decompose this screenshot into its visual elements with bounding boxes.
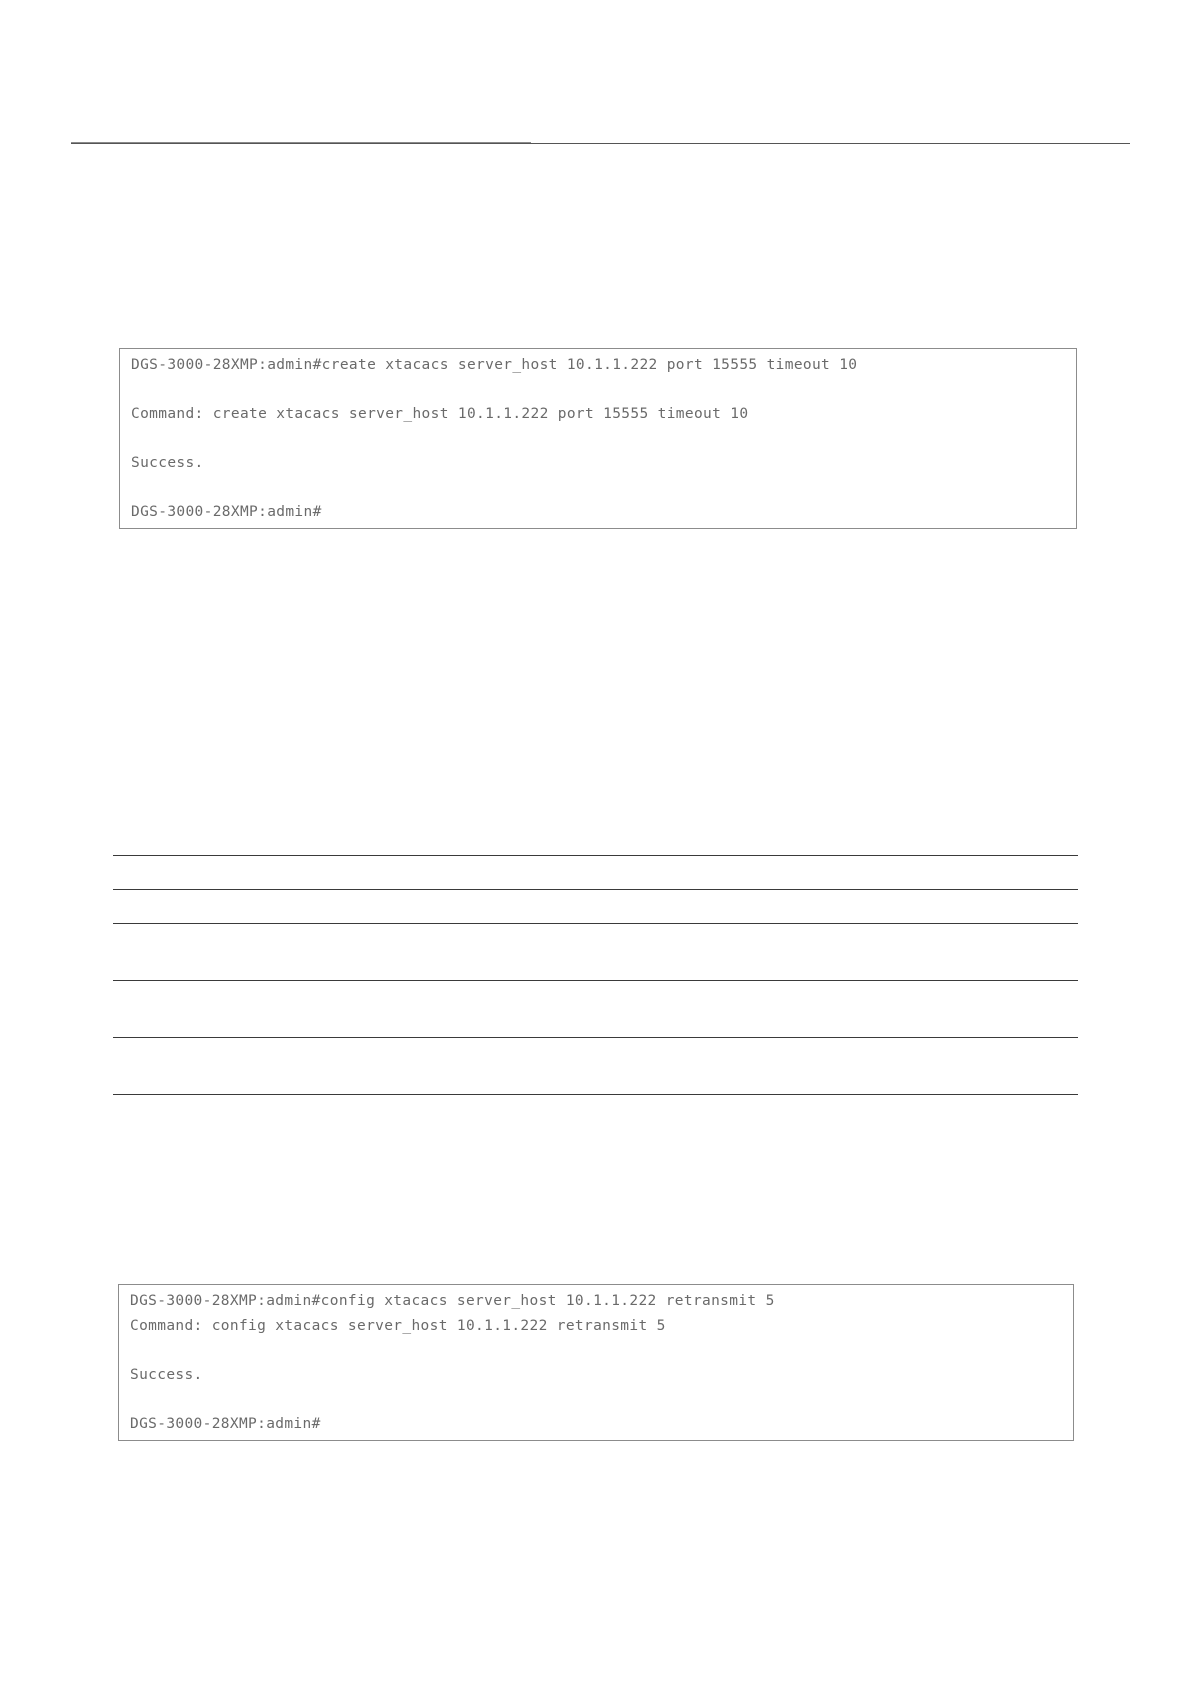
code-line: Command: create xtacacs server_host 10.1.1.222 port 15555 timeout 10: [131, 406, 749, 422]
table-rule-row: [113, 1037, 1078, 1038]
code-line: DGS-3000-28XMP:admin#: [130, 1415, 321, 1432]
code-line: Command: config xtacacs server_host 10.1.1.222 retransmit 5: [130, 1317, 666, 1334]
table-rule-bottom: [113, 1094, 1078, 1095]
code-line-blank: [130, 1390, 1073, 1415]
code-line: DGS-3000-28XMP:admin#config xtacacs server_host 10.1.1.222 retransmit 5: [130, 1293, 775, 1309]
example-code-box-create: [119, 348, 1077, 529]
table-rule-top: [113, 855, 1078, 856]
table-rule-header: [113, 889, 1078, 890]
code-line-blank: [130, 1341, 1073, 1366]
code-line: DGS-3000-28XMP:admin#: [131, 504, 322, 520]
header-rule: [71, 143, 1130, 144]
code-line: Success.: [131, 455, 204, 471]
table-rule-row: [113, 923, 1078, 924]
code-line: Success.: [130, 1366, 203, 1383]
code-line: DGS-3000-28XMP:admin#create xtacacs server_host 10.1.1.222 port 15555 timeout 10: [131, 357, 858, 373]
example-code-box-config: [118, 1284, 1074, 1441]
table-rule-row: [113, 980, 1078, 981]
